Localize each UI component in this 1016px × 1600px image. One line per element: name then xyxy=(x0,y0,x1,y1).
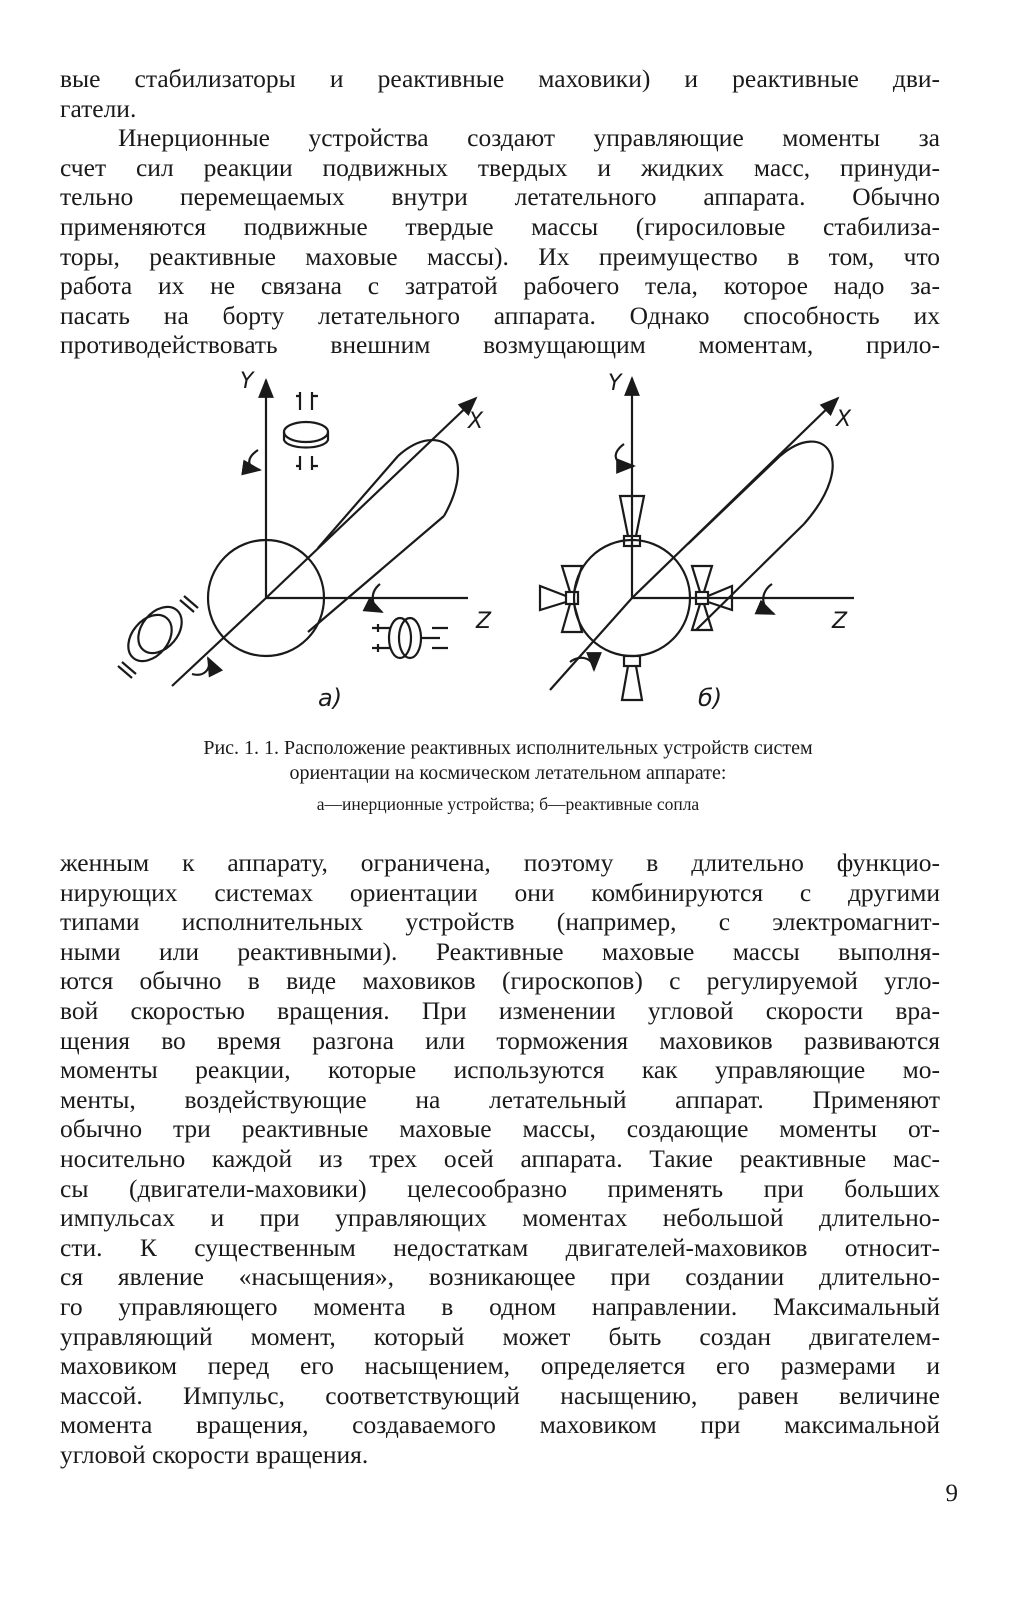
text-line: импульсах и при управляющих моментах небольшой длительно- xyxy=(60,1203,940,1233)
panel-label: а) xyxy=(318,684,343,712)
figure-1-1 xyxy=(100,366,920,718)
text-line: работа их не связана с затратой рабочего тела, которое надо за- xyxy=(60,271,940,301)
panel-b-reactive-nozzles xyxy=(540,378,854,700)
text-line: маховиком перед его насыщением, определяется его размерами и xyxy=(60,1351,940,1381)
figure-caption xyxy=(70,736,946,786)
text-line: счет сил реакции подвижных твердых и жидких масс, принуди- xyxy=(60,152,940,182)
axis-label-y: Y xyxy=(240,369,254,394)
caption-legend: а—инерционные устройства; б—реактивные сопла xyxy=(316,794,700,814)
caption-line: ориентации на космическом летательном аппарате: xyxy=(289,762,727,784)
panel-a-inertial-devices xyxy=(118,380,476,686)
text-line: ются обычно в виде маховиков (гироскопов) с регулируемой угло- xyxy=(60,966,940,996)
text-line: вые стабилизаторы и реактивные маховики) и реактивные дви- xyxy=(60,64,940,93)
page-number: 9 xyxy=(945,1480,958,1507)
text-line: массой. Импульс, соответствующий насыщению, равен величине xyxy=(60,1380,940,1410)
axis-label-x: X xyxy=(468,409,484,434)
panel-label: б) xyxy=(698,684,723,712)
text-line: вой скоростью вращения. При изменении угловой скорости вра- xyxy=(60,995,940,1025)
text-line: менты, воздействующие на летательный аппарат. Применяют xyxy=(60,1084,940,1114)
text-line: торы, реактивные маховые массы). Их преимущество в том, что xyxy=(60,241,940,271)
text-line: гатели. xyxy=(60,93,137,123)
text-line: обычно три реактивные маховые массы, создающие моменты от- xyxy=(60,1114,940,1144)
text-line: противодействовать внешним возмущающим моментам, прило- xyxy=(60,330,940,360)
text-line: нирующих системах ориентации они комбинируются с другими xyxy=(60,877,940,907)
text-line: ными или реактивными). Реактивные маховые массы выполня- xyxy=(60,936,940,966)
text-line: сы (двигатели-маховики) целесообразно применять при больших xyxy=(60,1173,940,1203)
text-line: типами исполнительных устройств (например, с электромагнит- xyxy=(60,907,940,937)
text-line: моменты реакции, которые используются как управляющие мо- xyxy=(60,1055,940,1085)
text-line: угловой скорости вращения. xyxy=(60,1439,369,1469)
text-line: пасать на борту летательного аппарата. Однако способность их xyxy=(60,300,940,330)
text-line: го управляющего момента в одном направлении. Максимальный xyxy=(60,1291,940,1321)
caption-line: Рис. 1. 1. Расположение реактивных исполнительных устройств систем xyxy=(203,737,813,759)
text-line: сти. К существенным недостаткам двигателей-маховиков относит- xyxy=(60,1232,940,1262)
text-line: щения во время разгона или торможения маховиков развиваются xyxy=(60,1025,940,1055)
text-line: момента вращения, создаваемого маховиком при максимальной xyxy=(60,1410,940,1440)
text-line: носительно каждой из трех осей аппарата. Такие реактивные мас- xyxy=(60,1143,940,1173)
text-line: Инерционные устройства создают управляющие моменты за xyxy=(118,123,940,153)
axis-label-z: Z xyxy=(476,609,492,634)
text-line: применяются подвижные твердые массы (гиросиловые стабилиза- xyxy=(60,211,940,241)
bottom-text xyxy=(60,848,940,1469)
axis-label-z: Z xyxy=(832,609,848,634)
figure-drawing xyxy=(100,366,920,718)
axis-label-x: X xyxy=(836,407,852,432)
axis-label-y: Y xyxy=(608,371,622,396)
text-line: управляющий момент, который может быть создан двигателем- xyxy=(60,1321,940,1351)
text-line: тельно перемещаемых внутри летательного аппарата. Обычно xyxy=(60,182,940,212)
top-text xyxy=(60,64,940,360)
text-line: женным к аппарату, ограничена, поэтому в длительно функцио- xyxy=(60,848,940,877)
text-line: ся явление «насыщения», возникающее при создании длительно- xyxy=(60,1262,940,1292)
